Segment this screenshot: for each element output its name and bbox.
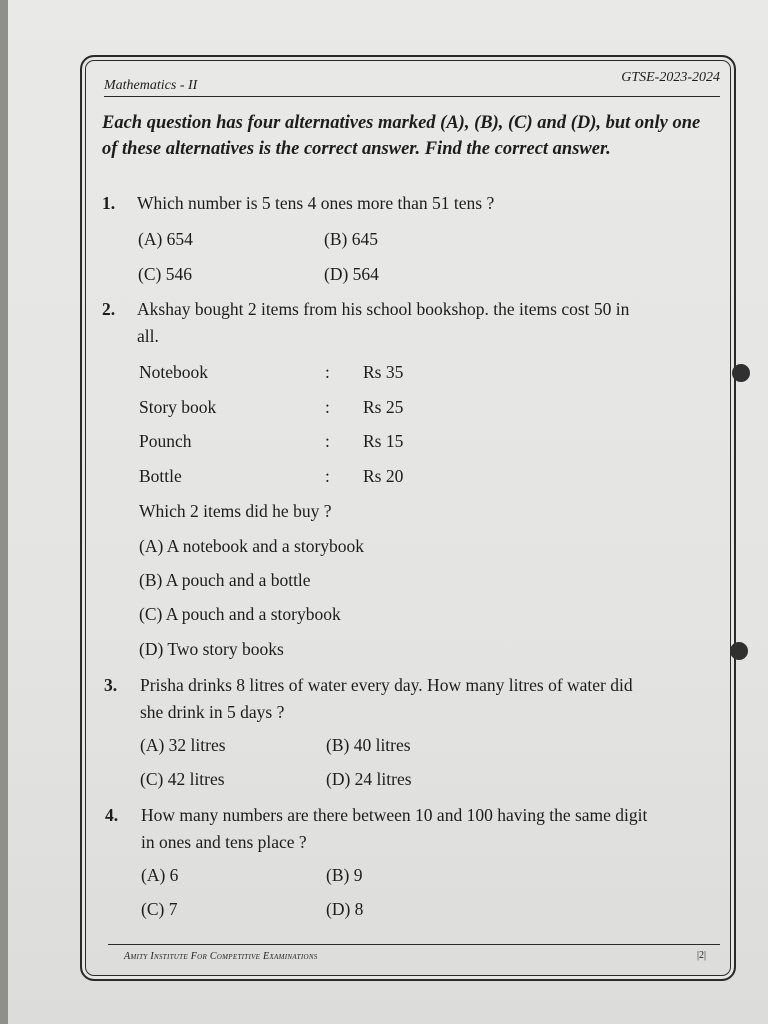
item-price: Rs 15 [363,431,404,451]
option-d: (D) 564 [324,264,379,284]
sub-question: Which 2 items did he buy ? [139,501,332,521]
question-text: Which number is 5 tens 4 ones more than 51 tens ? [137,193,495,213]
question-number: 1. [102,193,116,213]
item-name: Story book [139,397,217,417]
page-number: |2| [696,950,706,961]
option-c: (C) 7 [141,899,178,919]
question-number: 2. [102,299,116,319]
option-d: (D) Two story books [139,639,284,659]
page-footer [108,944,720,967]
option-d: (D) 24 litres [326,769,412,789]
item-price: Rs 20 [363,466,404,486]
item-separator: : [325,397,330,417]
item-price: Rs 25 [363,397,404,417]
question-text-line-1: How many numbers are there between 10 and 100 having the same digit [141,805,648,825]
question-number: 4. [105,805,119,825]
option-a: (A) 32 litres [140,735,226,755]
page-header [104,70,720,97]
question-text-line-2: all. [137,326,159,346]
question-text-line-1: Akshay bought 2 items from his school bookshop. the items cost 50 in [137,299,630,319]
option-c: (C) A pouch and a storybook [139,604,341,624]
exam-code: GTSE-2023-2024 [621,70,720,85]
option-d: (D) 8 [326,899,364,919]
item-separator: : [325,431,330,451]
option-a: (A) 654 [138,229,193,249]
item-separator: : [325,362,330,382]
instructions: Each question has four alternatives marked (A), (B), (C) and (D), but only one of these alternatives is the correct answer. Find the correct answer. [102,113,701,159]
item-name: Bottle [139,466,182,486]
institute-name: Amity Institute For Competitive Examinations [124,951,318,962]
punch-hole [730,642,748,660]
question-text-line-2: in ones and tens place ? [141,832,307,852]
question-text-line-1: Prisha drinks 8 litres of water every day. How many litres of water did [140,675,633,695]
subject-label: Mathematics - II [104,78,198,93]
option-c: (C) 546 [138,264,192,284]
option-b: (B) 40 litres [326,735,411,755]
exam-page [8,0,768,1024]
item-name: Notebook [139,362,209,382]
option-b: (B) A pouch and a bottle [139,570,311,590]
option-b: (B) 9 [326,865,363,885]
question-text-line-2: she drink in 5 days ? [140,702,285,722]
item-price: Rs 35 [363,362,404,382]
punch-hole [732,364,750,382]
item-name: Pounch [139,431,192,451]
question-number: 3. [104,675,118,695]
option-a: (A) 6 [141,865,179,885]
item-separator: : [325,466,330,486]
option-a: (A) A notebook and a storybook [139,536,365,556]
option-c: (C) 42 litres [140,769,225,789]
option-b: (B) 645 [324,229,378,249]
